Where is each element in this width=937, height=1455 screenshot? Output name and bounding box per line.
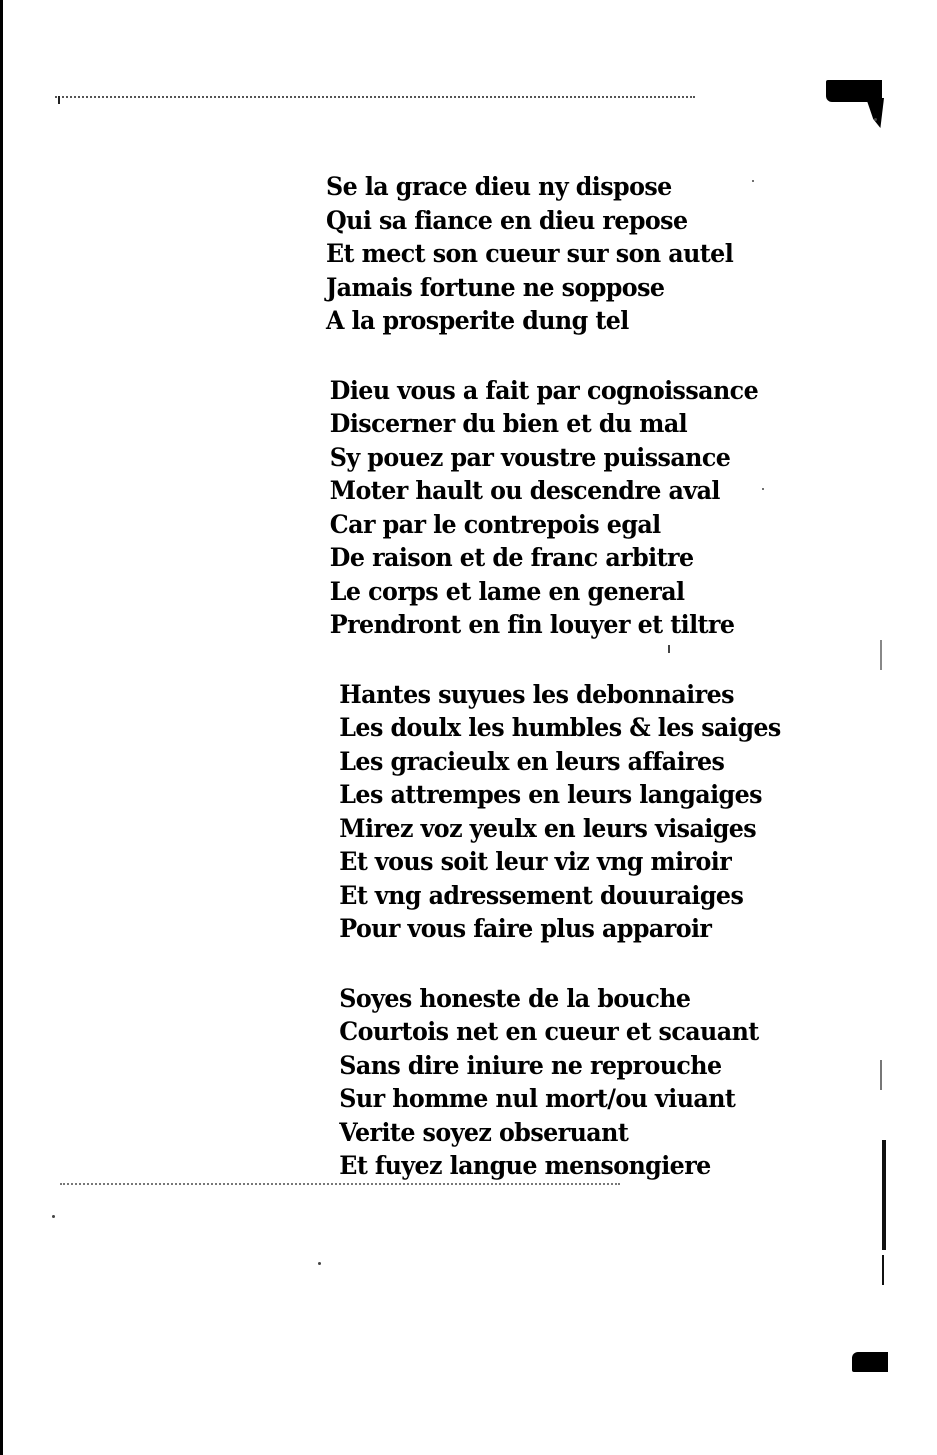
margin-speck [318, 1262, 321, 1265]
verse-line: A la prosperite dung tel [326, 306, 629, 335]
verse-line: Car par le contrepois egal [329, 509, 661, 539]
verse-line: Et mect son cueur sur son autel [326, 239, 734, 268]
top-ruled-line [55, 96, 695, 98]
margin-speck [874, 118, 877, 121]
verse-line: Hantes suyues les debonnaires [339, 679, 734, 709]
page-tab-mark-top-tail [866, 98, 884, 128]
margin-speck [880, 640, 882, 670]
verse-line: Courtois net en cueur et scauant [339, 1017, 759, 1046]
verse-line: Et fuyez langue mensongiere [339, 1151, 711, 1180]
margin-bar-lower-2 [882, 1255, 884, 1285]
verse-line: Qui sa fiance en dieu repose [326, 205, 688, 235]
margin-speck [52, 1215, 55, 1218]
margin-speck [880, 1060, 882, 1090]
verse-line: Les gracieulx en leurs affaires [339, 746, 725, 776]
scan-border-left [0, 0, 3, 1455]
verse-line: Jamais fortune ne soppose [326, 272, 665, 302]
verse-line: Sans dire iniure ne reprouche [339, 1050, 722, 1080]
page-tab-mark-bottom [852, 1352, 888, 1372]
verse-line: Les doulx les humbles & les saiges [339, 713, 781, 742]
stanza-4 [326, 982, 796, 1183]
verse-line: Sy pouez par voustre puissance [329, 442, 731, 472]
verse-line: Les attrempes en leurs langaiges [339, 780, 762, 809]
verse-line: Dieu vous a fait par cognoissance [329, 375, 759, 405]
verse-line: Soyes honeste de la bouche [339, 983, 691, 1013]
verse-line: Sur homme nul mort/ou viuant [339, 1084, 736, 1113]
verse-line: Pour vous faire plus apparoir [339, 914, 712, 943]
verse-line: Verite soyez obseruant [339, 1117, 629, 1147]
verse-line: De raison et de franc arbitre [329, 543, 694, 572]
verse-line: Et vous soit leur viz vng miroir [339, 847, 732, 876]
verse-line: Se la grace dieu ny dispose [326, 172, 672, 201]
bottom-dotted-rule [60, 1183, 620, 1185]
top-rule-tick [58, 96, 60, 104]
verse-line: Moter hault ou descendre aval [329, 476, 720, 505]
stanza-2 [326, 374, 796, 642]
margin-bar-lower [882, 1140, 886, 1250]
verse-line: Discerner du bien et du mal [329, 409, 688, 438]
stanza-3 [326, 678, 796, 946]
verse-line: Mirez voz yeulx en leurs visaiges [339, 813, 757, 843]
verse-line: Le corps et lame en general [329, 576, 685, 606]
stanza-1 [326, 170, 796, 338]
verse-line: Prendront en fin louyer et tiltre [329, 610, 735, 639]
verse-line: Et vng adressement douuraiges [339, 880, 744, 910]
poem-text [326, 170, 796, 1219]
